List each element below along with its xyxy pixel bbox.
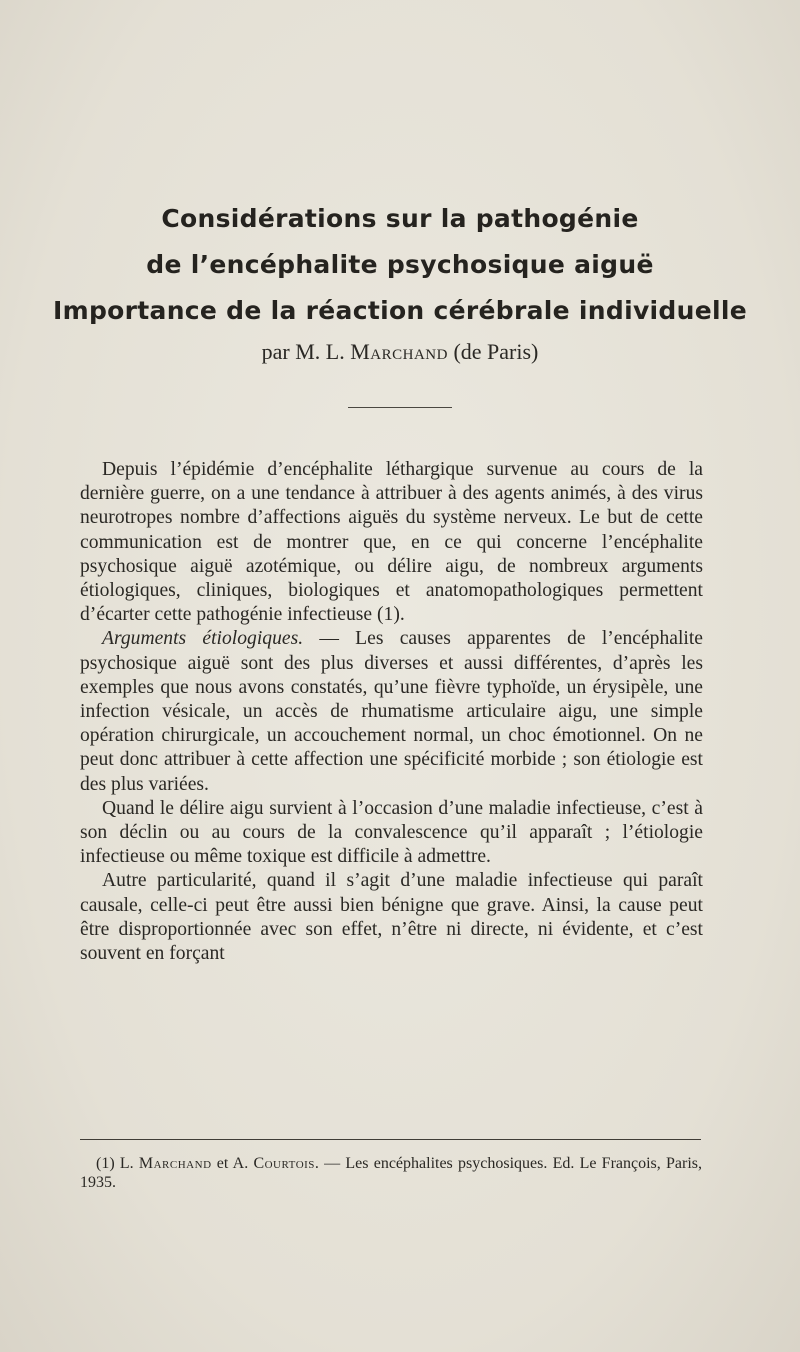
byline-suffix: (de Paris)	[447, 339, 539, 364]
author-byline	[0, 337, 800, 367]
title-line-1: Considérations sur la pathogénie	[161, 204, 639, 233]
paragraph-2	[80, 627, 703, 796]
footnote	[80, 1154, 702, 1192]
footnote-text	[80, 1154, 702, 1192]
paragraph-3: Quand le délire aigu survient à l’occasion d’une maladie infectieuse, c’est à son déclin ou au cours de la convalescence qu’il apparaît ; l’étiologie infectieuse ou même toxique est difficile à admettre.	[80, 797, 703, 868]
title-line-3: Importance de la réaction cérébrale individuelle	[53, 296, 747, 325]
title-line-2: de l’encéphalite psychosique aiguë	[146, 250, 654, 279]
section-heading-etiologic: Arguments étiologiques.	[102, 628, 304, 650]
footnote-author-1: Marchand	[138, 1155, 212, 1172]
paragraph-2-text: — Les causes apparentes de l’encéphalite psychosique aiguë sont des plus diverses et aussi différentes, d’après les exemples que nous avons constatés, qu’une fièvre typhoïde, un érysipèle, une infection vésicale, un accès de rhumatisme articulaire aigu, une simple opération chirurgicale, un accouchement normal, un choc émotionnel. On ne peut donc attribuer à cette affection une spécificité morbide ; son étiologie est des plus variées.	[80, 628, 703, 795]
footnote-rest: . — Les encéphalites psychosiques. Ed. Le François, Paris, 1935.	[80, 1155, 703, 1191]
byline-prefix: par M. L.	[261, 339, 351, 364]
footnote-marker: (1) L.	[96, 1155, 139, 1172]
footnote-middle: et A.	[211, 1155, 254, 1172]
title-separator-rule	[348, 407, 452, 408]
footnote-rule	[80, 1139, 701, 1140]
footnote-author-2: Courtois	[253, 1155, 315, 1172]
paragraph-4: Autre particularité, quand il s’agit d’une maladie infectieuse qui paraît causale, celle-ci peut être aussi bien bénigne que grave. Ainsi, la cause peut être disproportionnée avec son effet, n’être ni directe, ni évidente, et c’est souvent en forçant	[80, 870, 703, 965]
paragraph-1: Depuis l’épidémie d’encéphalite léthargique survenue au cours de la dernière guerre, on a une tendance à attribuer à des agents animés, à des virus neurotropes nombre d’affections aiguës du système nerveux. Le but de cette communication est de montrer que, en ce qui concerne l’encéphalite psychosique aiguë azotémique, ou délire aigu, de nombreux arguments étiologiques, cliniques, biologiques et anatomopathologiques permettent d’écarter cette pathogénie infectieuse (1).	[80, 459, 703, 626]
article-body	[80, 458, 703, 966]
author-surname: Marchand	[350, 339, 448, 364]
article-title	[0, 196, 800, 334]
